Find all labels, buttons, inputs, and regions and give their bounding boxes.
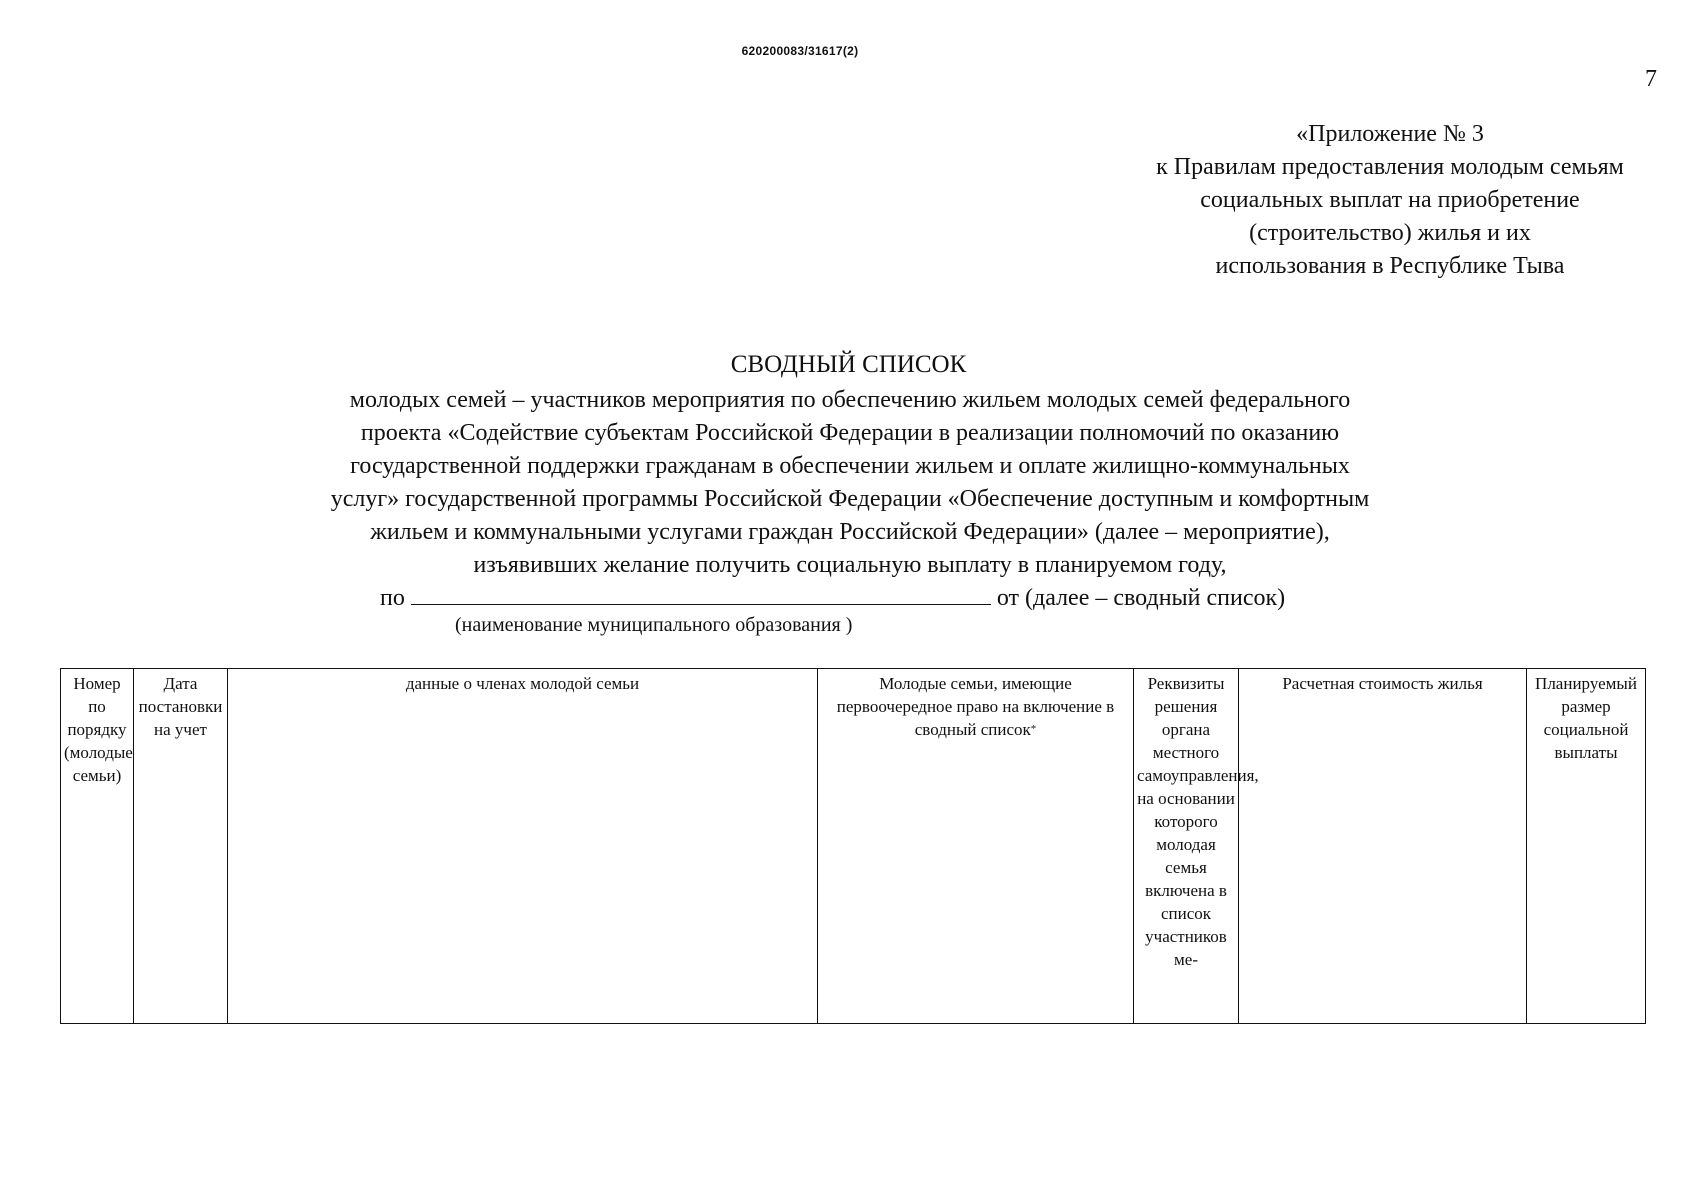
subtitle-line: проекта «Содействие субъектам Российской Федерации в реализации полномочий по оказанию (360, 420, 1340, 446)
subtitle-line: жильем и коммунальными услугами граждан Российской Федерации» (далее – мероприятие), (370, 519, 1330, 545)
document-id: 620200083/31617(2) (741, 44, 859, 58)
appendix-header (1080, 118, 1700, 283)
municipality-suffix: от (далее – сводный список) (996, 585, 1286, 611)
col-header-family-members: данные о членах молодой семьи (228, 669, 818, 1024)
appendix-line: использования в Республике Тыва (1215, 253, 1565, 279)
appendix-line: к Правилам предоставления молодым семьям (1156, 154, 1624, 180)
appendix-line: «Приложение № 3 (1296, 121, 1484, 147)
footnote-mark: * (1030, 723, 1037, 735)
municipality-hint: (наименование муниципального образования ) (455, 614, 853, 636)
subtitle-line: молодых семей – участников мероприятия по обеспечению жильем молодых семей федерального (349, 387, 1351, 413)
document-subtitle (200, 384, 1500, 582)
document-title: СВОДНЫЙ СПИСОК (730, 351, 967, 378)
col-header-decision-details: Реквизиты решения органа местного самоуправления, на основании которого молодая семья включена в список участников ме- (1134, 669, 1239, 1024)
municipality-blank-field (411, 582, 991, 605)
appendix-line: социальных выплат на приобретение (1200, 187, 1580, 213)
col-header-registration-date: Дата постановки на учет (134, 669, 228, 1024)
municipality-prefix: по (380, 585, 405, 611)
col-header-priority-right (818, 669, 1134, 1024)
col-header-planned-payment: Планируемый размер социальной выплаты (1527, 669, 1646, 1024)
col-header-number: Номер по порядку (молодые семьи) (61, 669, 134, 1024)
summary-table (60, 668, 1646, 1024)
municipality-line (380, 582, 1285, 612)
priority-right-text: Молодые семьи, имеющие первоочередное право на включение в сводный список (836, 674, 1115, 739)
subtitle-line: изъявивших желание получить социальную выплату в планируемом году, (473, 552, 1227, 578)
table-header-row (61, 669, 1646, 1024)
appendix-line: (строительство) жилья и их (1249, 220, 1531, 246)
subtitle-line: государственной поддержки гражданам в обеспечении жильем и оплате жилищно-коммунальных (350, 453, 1350, 479)
col-header-housing-cost: Расчетная стоимость жилья (1239, 669, 1527, 1024)
subtitle-line: услуг» государственной программы Российской Федерации «Обеспечение доступным и комфортным (330, 486, 1370, 512)
page-number: 7 (1645, 66, 1657, 92)
